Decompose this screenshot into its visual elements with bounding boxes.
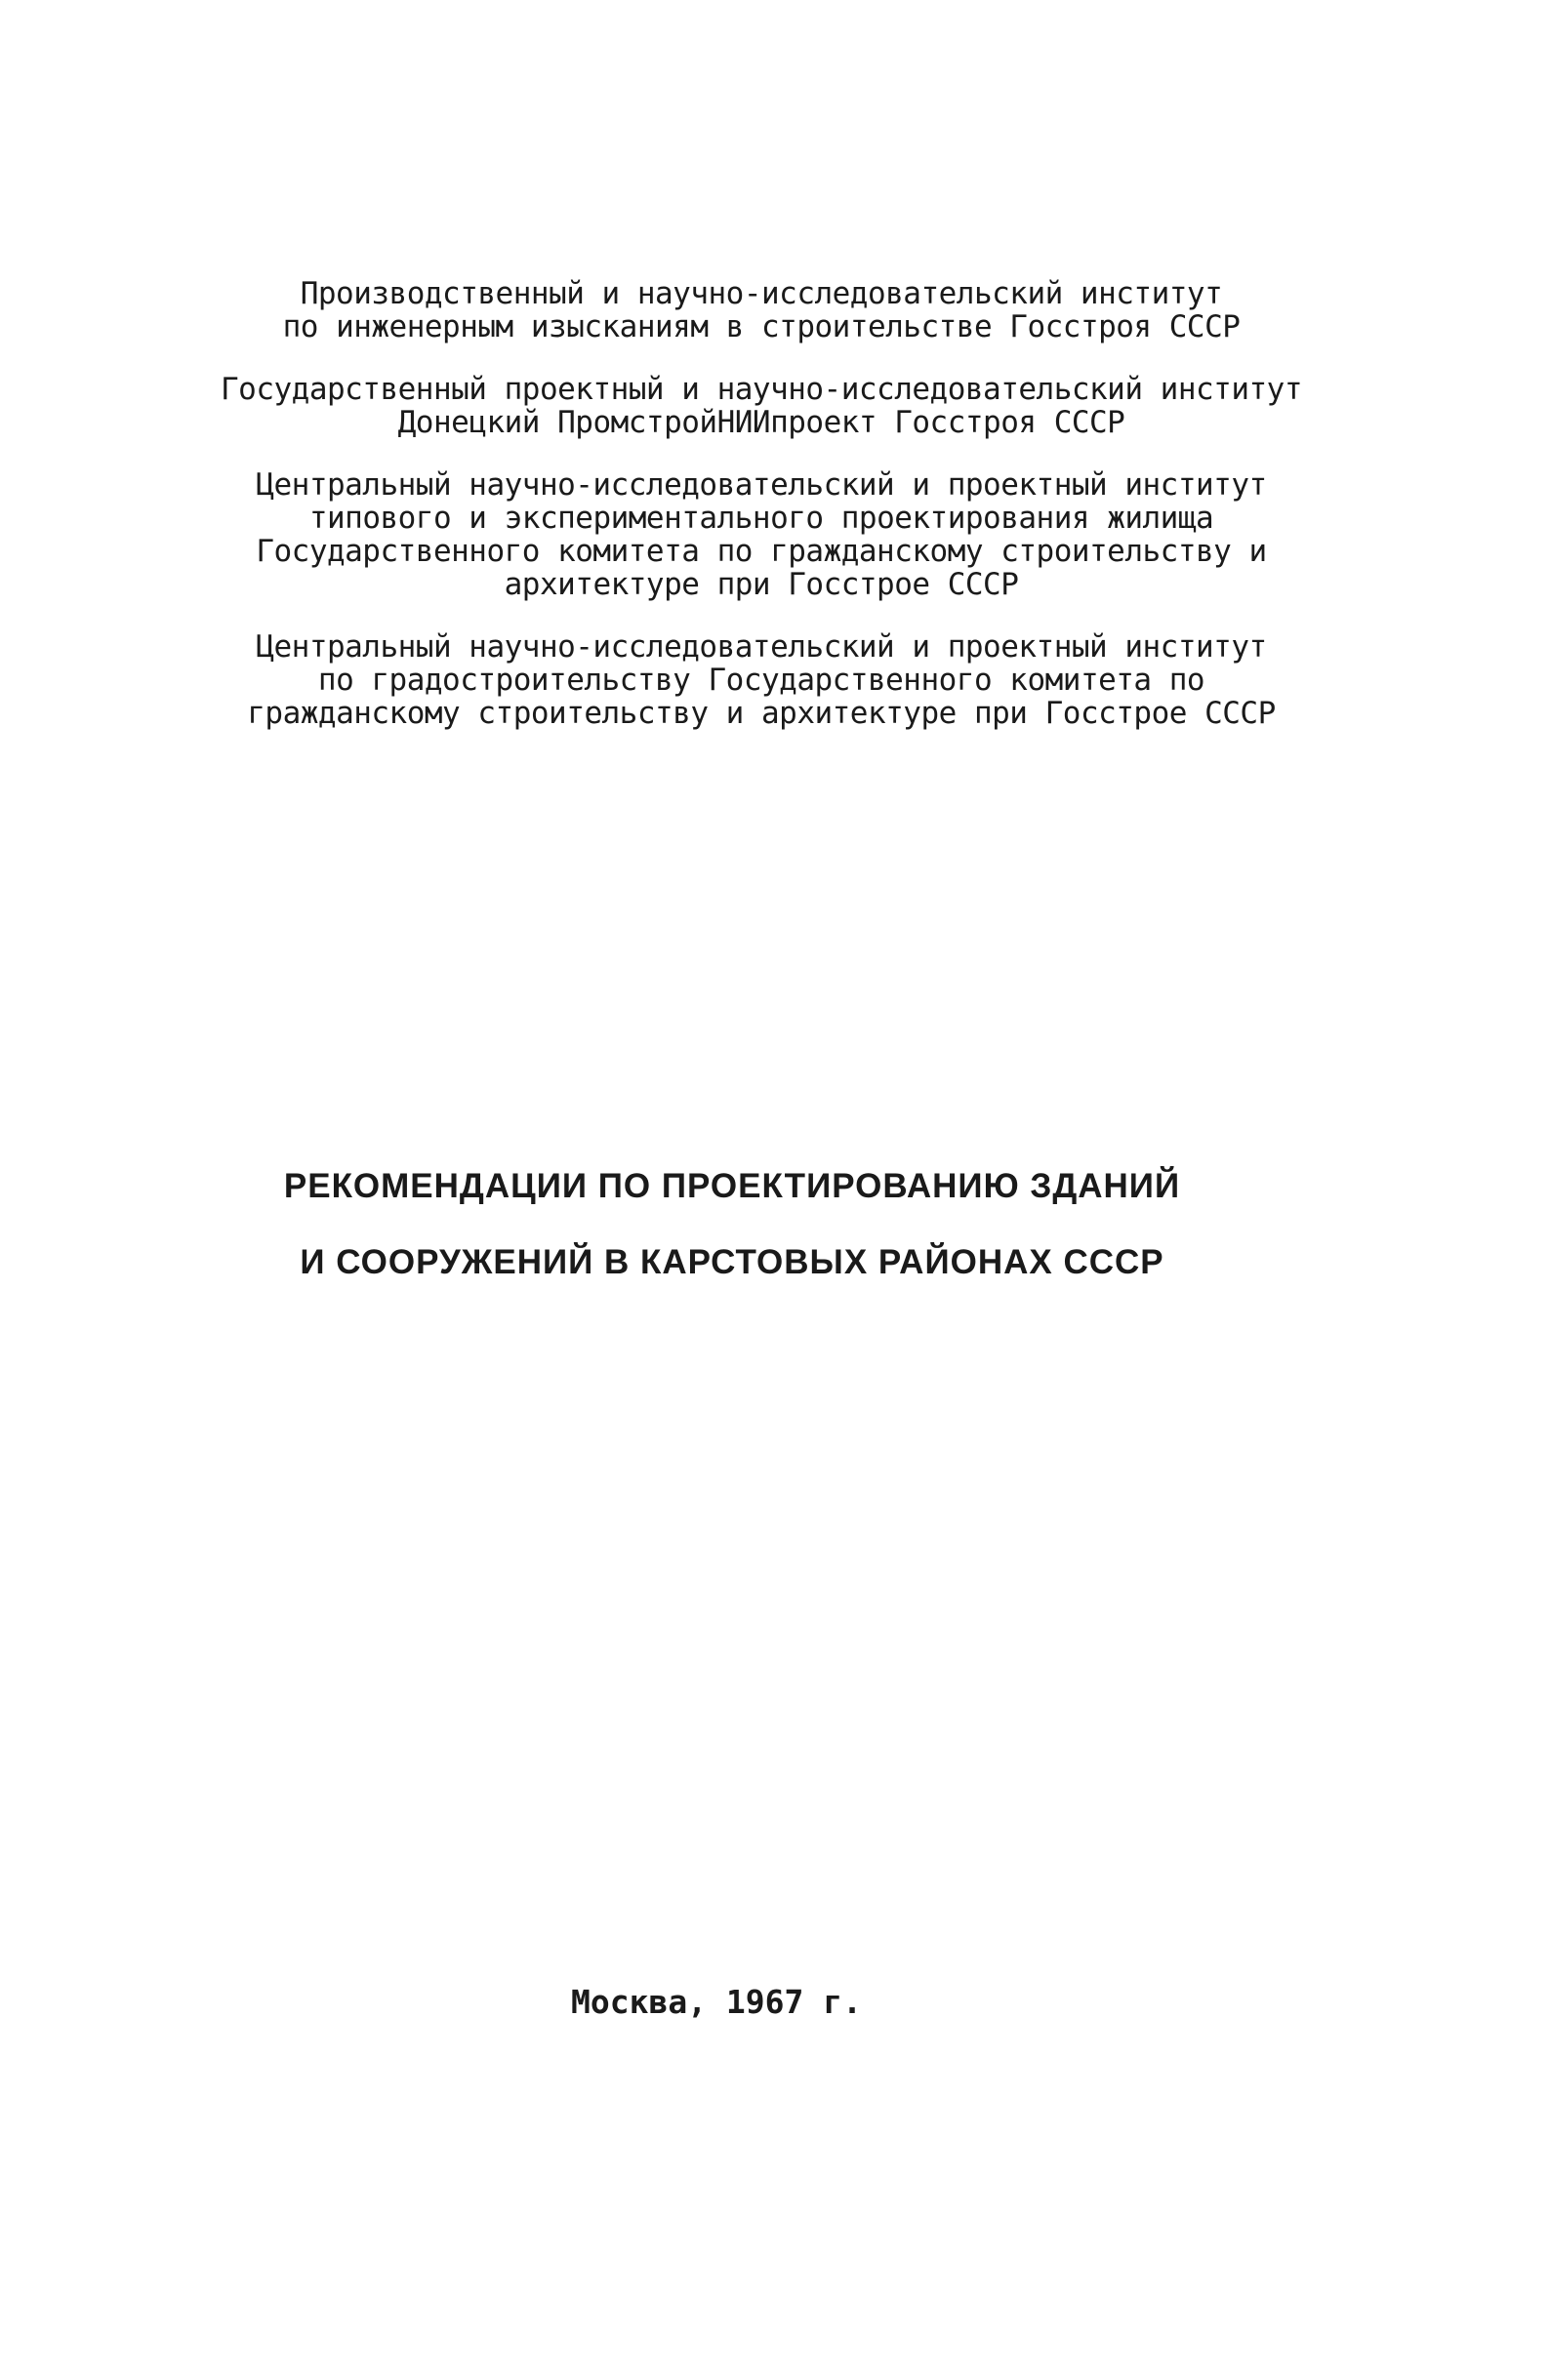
institution-line: типового и экспериментального проектирования жилища [308,501,1214,536]
institution-block [156,630,1366,730]
institution-line: Центральный научно-исследовательский и проектный институт [256,629,1267,665]
institution-block [156,373,1366,439]
institution-line: архитектуре при Госстрое СССР [504,567,1019,602]
title-line-2: И СООРУЖЕНИЙ В КАРСТОВЫХ РАЙОНАХ СССР [300,1243,1164,1281]
institution-line: Центральный научно-исследовательский и проектный институт [256,467,1267,503]
institution-block [156,468,1366,601]
institution-line: по градостроительству Государственного комитета по [317,663,1205,698]
institution-line: Государственный проектный и научно-исследовательский институт [221,372,1302,407]
institution-line: Производственный и научно-исследовательский институт [300,276,1223,311]
institution-block [156,277,1366,343]
institution-line: по инженерным изысканиям в строительстве Госстроя СССР [282,309,1241,344]
title-line-1: РЕКОМЕНДАЦИИ ПО ПРОЕКТИРОВАНИЮ ЗДАНИЙ [283,1167,1181,1205]
institution-line: гражданскому строительству и архитектуре при Госстрое СССР [247,696,1276,731]
imprint-place-year: Москва, 1967 г. [570,1983,862,2021]
institution-line: Донецкий ПромстройНИИпроект Госстроя СССР [397,405,1125,440]
institutions-list [156,277,1366,759]
institution-line: Государственного комитета по гражданскому строительству и [256,534,1267,569]
document-title [0,1149,1464,1301]
